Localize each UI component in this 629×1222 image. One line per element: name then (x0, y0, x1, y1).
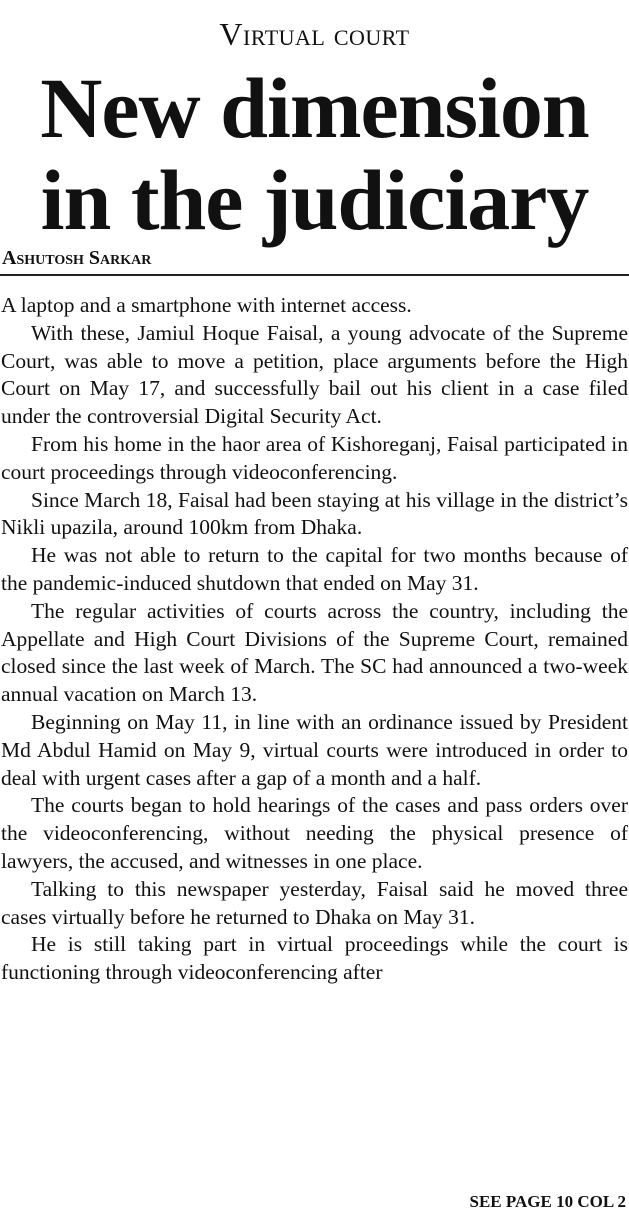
headline-line-1: New dimension (40, 60, 589, 156)
headline-line-2: in the judiciary (40, 152, 589, 248)
section-kicker: Virtual court (219, 16, 410, 52)
paragraph-3: From his home in the haor area of Kishoreganj, Faisal participated in court proceedings through videoconferencing. (1, 431, 628, 484)
paragraph-10: He is still taking part in virtual proceedings while the court is functioning through videoconferencing after (1, 932, 628, 985)
paragraph-2: With these, Jamiul Hoque Faisal, a young advocate of the Supreme Court, was able to move a petition, place arguments before the High Court on May 17, and successfully bail out his client in a case filed under the controversial Digital Security Act. (1, 320, 628, 429)
paragraph-9: Talking to this newspaper yesterday, Faisal said he moved three cases virtually before he returned to Dhaka on May 31. (1, 876, 628, 929)
paragraph-6: The regular activities of courts across the country, including the Appellate and High Court Divisions of the Supreme Court, remained closed since the last week of March. The SC had announced a two-week annual vacation on March 13. (1, 598, 628, 707)
paragraph-7: Beginning on May 11, in line with an ordinance issued by President Md Abdul Hamid on May 9, virtual courts were introduced in order to deal with urgent cases after a gap of a month and a half. (1, 709, 628, 790)
byline-divider (0, 274, 629, 276)
paragraph-5: He was not able to return to the capital for two months because of the pandemic-induced shutdown that ended on May 31. (1, 543, 628, 595)
headline (0, 62, 629, 246)
paragraph-1: A laptop and a smartphone with internet access. (1, 293, 412, 317)
byline: Ashutosh Sarkar (2, 247, 152, 269)
article-body (1, 292, 628, 987)
paragraph-8: The courts began to hold hearings of the cases and pass orders over the videoconferencing, without needing the physical presence of lawyers, the accused, and witnesses in one place. (1, 793, 628, 873)
paragraph-4: Since March 18, Faisal had been staying at his village in the district’s Nikli upazila, around 100km from Dhaka. (1, 487, 628, 540)
continuation-jump-line: SEE PAGE 10 COL 2 (469, 1192, 626, 1211)
